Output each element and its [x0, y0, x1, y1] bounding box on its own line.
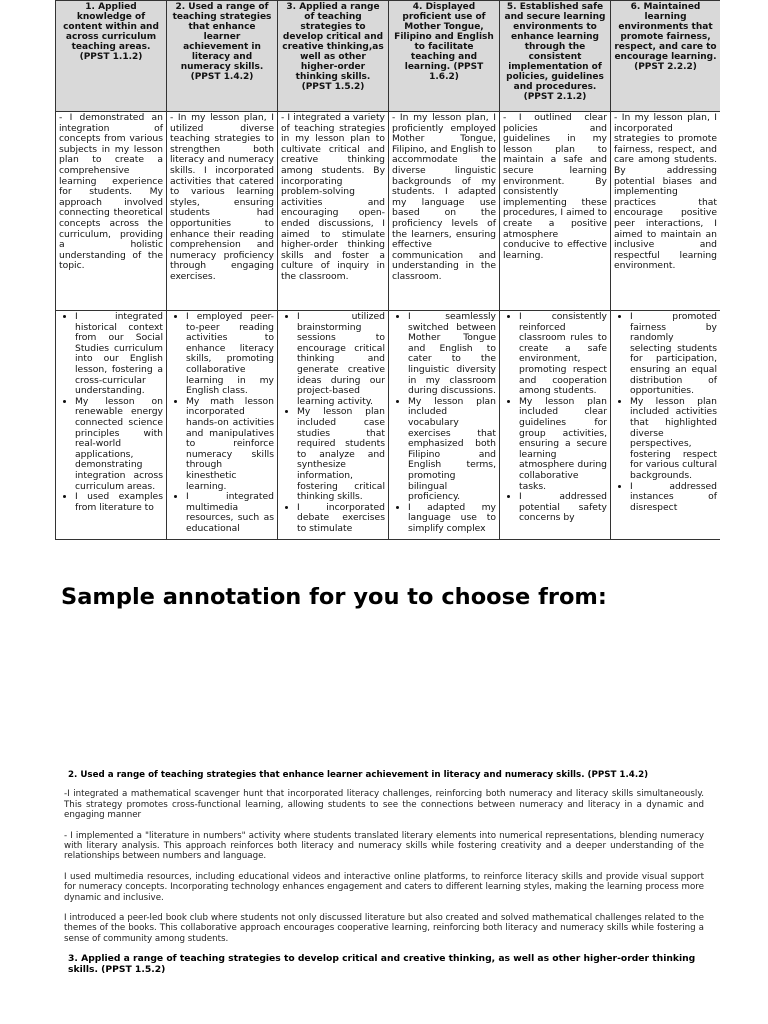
bullet-list — [392, 312, 496, 534]
list-item: • I used examples from literature to — [75, 492, 163, 513]
bullet-cell-6 — [611, 311, 721, 540]
list-item: • I consistently reinforced classroom rules to create a safe environment, promoting respect and cooperation among students. — [519, 312, 607, 397]
list-item: • I employed peer-to-peer reading activities to enhance literacy skills, promoting collaborative learning in my English class. — [186, 312, 274, 397]
plan-cell-4: - In my lesson plan, I proficiently employed Mother Tongue, Filipino, and English to accommodate the diverse linguistic backgrounds of my students. I adapted my language use based on the proficiency levels of the learners, ensuring effective communication and understanding in the classroom. — [389, 112, 500, 311]
header-cell-3: 3. Applied a range of teaching strategies to develop critical and creative thinking,as well as other higher-order thinking skills. (PPST 1.5.2) — [278, 1, 389, 112]
header-cell-5: 5. Established safe and secure learning environments to enhance learning through the consistent implementation of policies, guidelines and procedures. (PPST 2.1.2) — [500, 1, 611, 112]
list-item: • My lesson plan included activities that highlighted diverse perspectives, fostering respect for various cultural backgrounds. — [630, 397, 717, 482]
list-item: • I seamlessly switched between Mother Tongue and English to cater to the linguistic diversity in my classroom during discussions. — [408, 312, 496, 397]
list-item: • I integrated historical context from our Social Studies curriculum into our English lesson, fostering a cross-curricular understanding. — [75, 312, 163, 397]
header-cell-1: 1. Applied knowledge of content within and across curriculum teaching areas. (PPST 1.1.2) — [56, 1, 167, 112]
plan-cell-5: - I outlined clear policies and guidelines in my lesson plan to maintain a safe and secure learning environment. By consistently implementing these procedures, I aimed to create a positive atmosphere conducive to effective learning. — [500, 112, 611, 311]
bullet-cell-3 — [278, 311, 389, 540]
bullet-list — [503, 312, 607, 524]
list-item: • I incorporated debate exercises to stimulate — [297, 503, 385, 535]
annotation-paragraph: I used multimedia resources, including educational videos and interactive online platforms, to reinforce literacy skills and provide visual support for numeracy concepts. Incorporating technology enhances engagement and caters to different learning styles, making the learning process more dynamic and inclusive. — [64, 871, 704, 903]
bullet-list — [281, 312, 385, 534]
table-header-row — [56, 1, 721, 112]
plan-cell-1: - I demonstrated an integration of concepts from various subjects in my lesson plan to create a comprehensive learning experience for students. My approach involved connecting theoretical concepts across the curriculum, providing a holistic understanding of the topic. — [56, 112, 167, 311]
list-item: • My lesson plan included case studies that required students to analyze and synthesize information, fostering critical thinking skills. — [297, 407, 385, 502]
plan-cell-2: - In my lesson plan, I utilized diverse teaching strategies to strengthen both literacy and numeracy skills. I incorporated activities that catered to various learning styles, ensuring students had opportunities to enhance their reading comprehension and numeracy proficiency through engaging exercises. — [167, 112, 278, 311]
annotation-title: 2. Used a range of teaching strategies that enhance learner achievement in literacy and numeracy skills. (PPST 1.4.2) — [68, 770, 649, 780]
bullet-list — [59, 312, 163, 513]
ppst-indicators-table — [55, 0, 720, 540]
bullet-cell-4 — [389, 311, 500, 540]
bullet-list — [614, 312, 717, 513]
plan-cell-6: - In my lesson plan, I incorporated strategies to promote fairness, respect, and care among students. By addressing potential biases and implementing practices that encourage positive peer interactions, I aimed to maintain an inclusive and respectful learning environment. — [611, 112, 721, 311]
annotation-section — [64, 770, 704, 976]
list-item: • I utilized brainstorming sessions to encourage critical thinking and generate creative ideas during our project-based learning activity. — [297, 312, 385, 407]
annotation-paragraph: -I integrated a mathematical scavenger hunt that incorporated literacy challenges, reinforcing both numeracy and literacy skills simultaneously. This strategy promotes cross-functional learning, allowing students to see the connections between numeracy and literacy in a dynamic and engaging manner — [64, 789, 704, 821]
list-item: • I integrated multimedia resources, such as educational — [186, 492, 274, 534]
list-item: • I promoted fairness by randomly selecting students for participation, ensuring an equal distribution of opportunities. — [630, 312, 717, 397]
annotation-paragraph: - I implemented a "literature in numbers" activity where students translated literary elements into numerical representations, blending numeracy with literary analysis. This approach reinforces both literacy and numeracy skills while fostering creativity and a deeper understanding of the relationships between numbers and language. — [64, 830, 704, 862]
plan-cell-3: - I integrated a variety of teaching strategies in my lesson plan to cultivate critical and creative thinking among students. By incorporating problem-solving activities and encouraging open-ended discussions, I aimed to stimulate higher-order thinking skills and foster a culture of inquiry in the classroom. — [278, 112, 389, 311]
section-heading: Sample annotation for you to choose from: — [61, 584, 607, 610]
table-row — [56, 311, 721, 540]
list-item: • My lesson plan included vocabulary exercises that emphasized both Filipino and English terms, promoting bilingual proficiency. — [408, 397, 496, 503]
list-item: • My lesson on renewable energy connected science principles with real-world applications, demonstrating integration across curriculum areas. — [75, 397, 163, 492]
bullet-list — [170, 312, 274, 534]
bullet-cell-2 — [167, 311, 278, 540]
header-cell-2: 2. Used a range of teaching strategies that enhance learner achievement in literacy and numeracy skills. (PPST 1.4.2) — [167, 1, 278, 112]
bullet-cell-1 — [56, 311, 167, 540]
list-item: • I adapted my language use to simplify complex — [408, 503, 496, 535]
list-item: • My math lesson incorporated hands-on activities and manipulatives to reinforce numeracy skills through kinesthetic learning. — [186, 397, 274, 492]
header-cell-4: 4. Displayed proficient use of Mother Tongue, Filipino and English to facilitate teaching and learning. (PPST 1.6.2) — [389, 1, 500, 112]
table-row — [56, 112, 721, 311]
next-annotation-title: 3. Applied a range of teaching strategies to develop critical and creative thinking, as well as other higher-order thinking skills. (PPST 1.5.2) — [68, 953, 696, 976]
list-item: • I addressed instances of disrespect — [630, 482, 717, 514]
header-cell-6: 6. Maintained learning environments that promote fairness, respect, and care to encourage learning. (PPST 2.2.2) — [611, 1, 721, 112]
ppst-table-container — [55, 0, 720, 542]
annotation-paragraph: I introduced a peer-led book club where students not only discussed literature but also created and solved mathematical challenges related to the themes of the books. This collaborative approach encourages cooperative learning, reinforcing both literacy and numeracy skills while fostering a sense of community among students. — [64, 913, 704, 944]
list-item: • My lesson plan included clear guidelines for group activities, ensuring a secure learning atmosphere during collaborative tasks. — [519, 397, 607, 492]
list-item: • I addressed potential safety concerns by — [519, 492, 607, 524]
bullet-cell-5 — [500, 311, 611, 540]
